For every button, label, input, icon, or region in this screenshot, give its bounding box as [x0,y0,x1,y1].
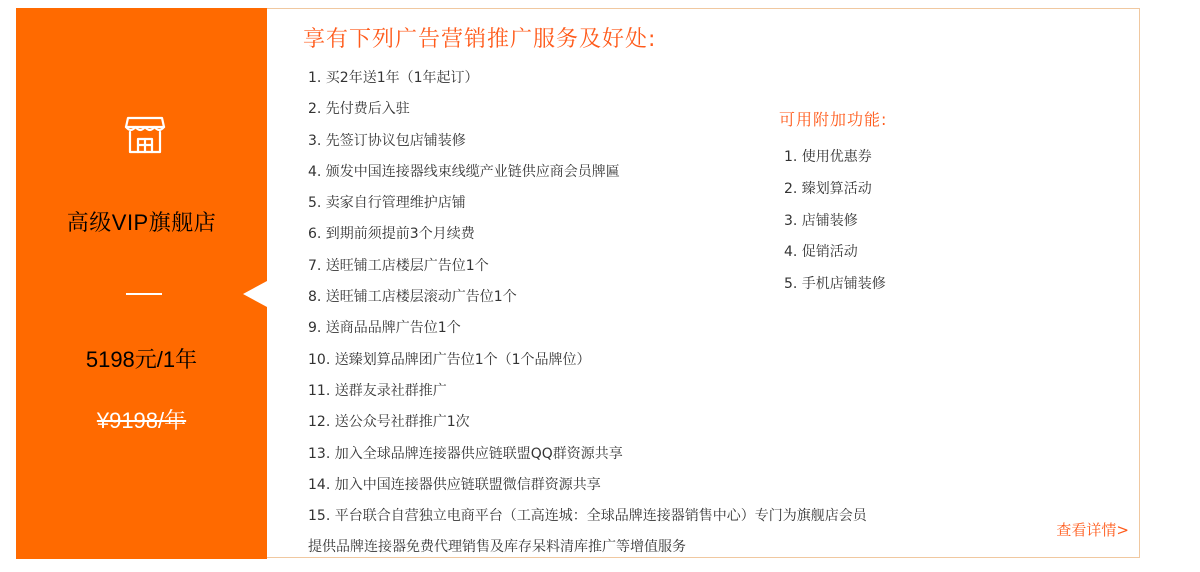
original-price: ¥9198/年 [96,408,187,433]
package-tier-name: 高级VIP旗舰店 [66,210,217,235]
benefit-item: 5. 卖家自行管理维护店铺 [308,195,466,212]
benefit-item: 4. 颁发中国连接器线束线缆产业链供应商会员牌匾 [308,163,620,180]
addons-title: 可用附加功能: [779,110,888,129]
benefit-item: 8. 送旺铺工店楼层滚动广告位1个 [308,289,517,306]
addon-item: 3. 店铺装修 [784,212,858,229]
view-details-link[interactable]: 查看详情> [1056,521,1129,539]
benefit-list [308,66,867,559]
addon-item: 4. 促销活动 [784,244,858,261]
benefit-item: 7. 送旺铺工店楼层广告位1个 [308,257,489,274]
divider-dash [126,293,162,295]
benefit-item: 12. 送公众号社群推广1次 [308,414,470,431]
benefit-item: 11. 送群友录社群推广 [308,382,447,399]
benefit-item: 14. 加入中国连接器供应链联盟微信群资源共享 [308,476,601,493]
benefits-title: 享有下列广告营销推广服务及好处: [303,27,657,52]
package-price: 5198元/1年 [85,347,198,372]
panel-notch [243,281,267,307]
addon-item: 2. 臻划算活动 [784,180,872,197]
benefit-item: 13. 加入全球品牌连接器供应链联盟QQ群资源共享 [308,445,623,462]
benefit-item: 3. 先签订协议包店铺装修 [308,132,466,149]
store-icon [124,115,166,155]
addon-list [784,145,886,304]
benefit-item: 9. 送商品品牌广告位1个 [308,320,461,337]
addon-item: 5. 手机店铺装修 [784,276,886,293]
benefit-item: 15. 平台联合自营独立电商平台（工高连城：全球品牌连接器销售中心）专门为旗舰店会员 [308,508,867,525]
benefit-item: 10. 送臻划算品牌团广告位1个（1个品牌位） [308,351,591,368]
addon-item: 1. 使用优惠券 [784,149,872,165]
benefit-item: 2. 先付费后入驻 [308,101,410,118]
package-summary-panel [16,8,267,559]
benefit-item: 6. 到期前须提前3个月续费 [308,226,475,243]
benefit-item: 1. 买2年送1年（1年起订） [308,70,479,86]
benefit-item-continuation: 提供品牌连接器免费代理销售及库存呆料清库推广等增值服务 [308,539,686,556]
